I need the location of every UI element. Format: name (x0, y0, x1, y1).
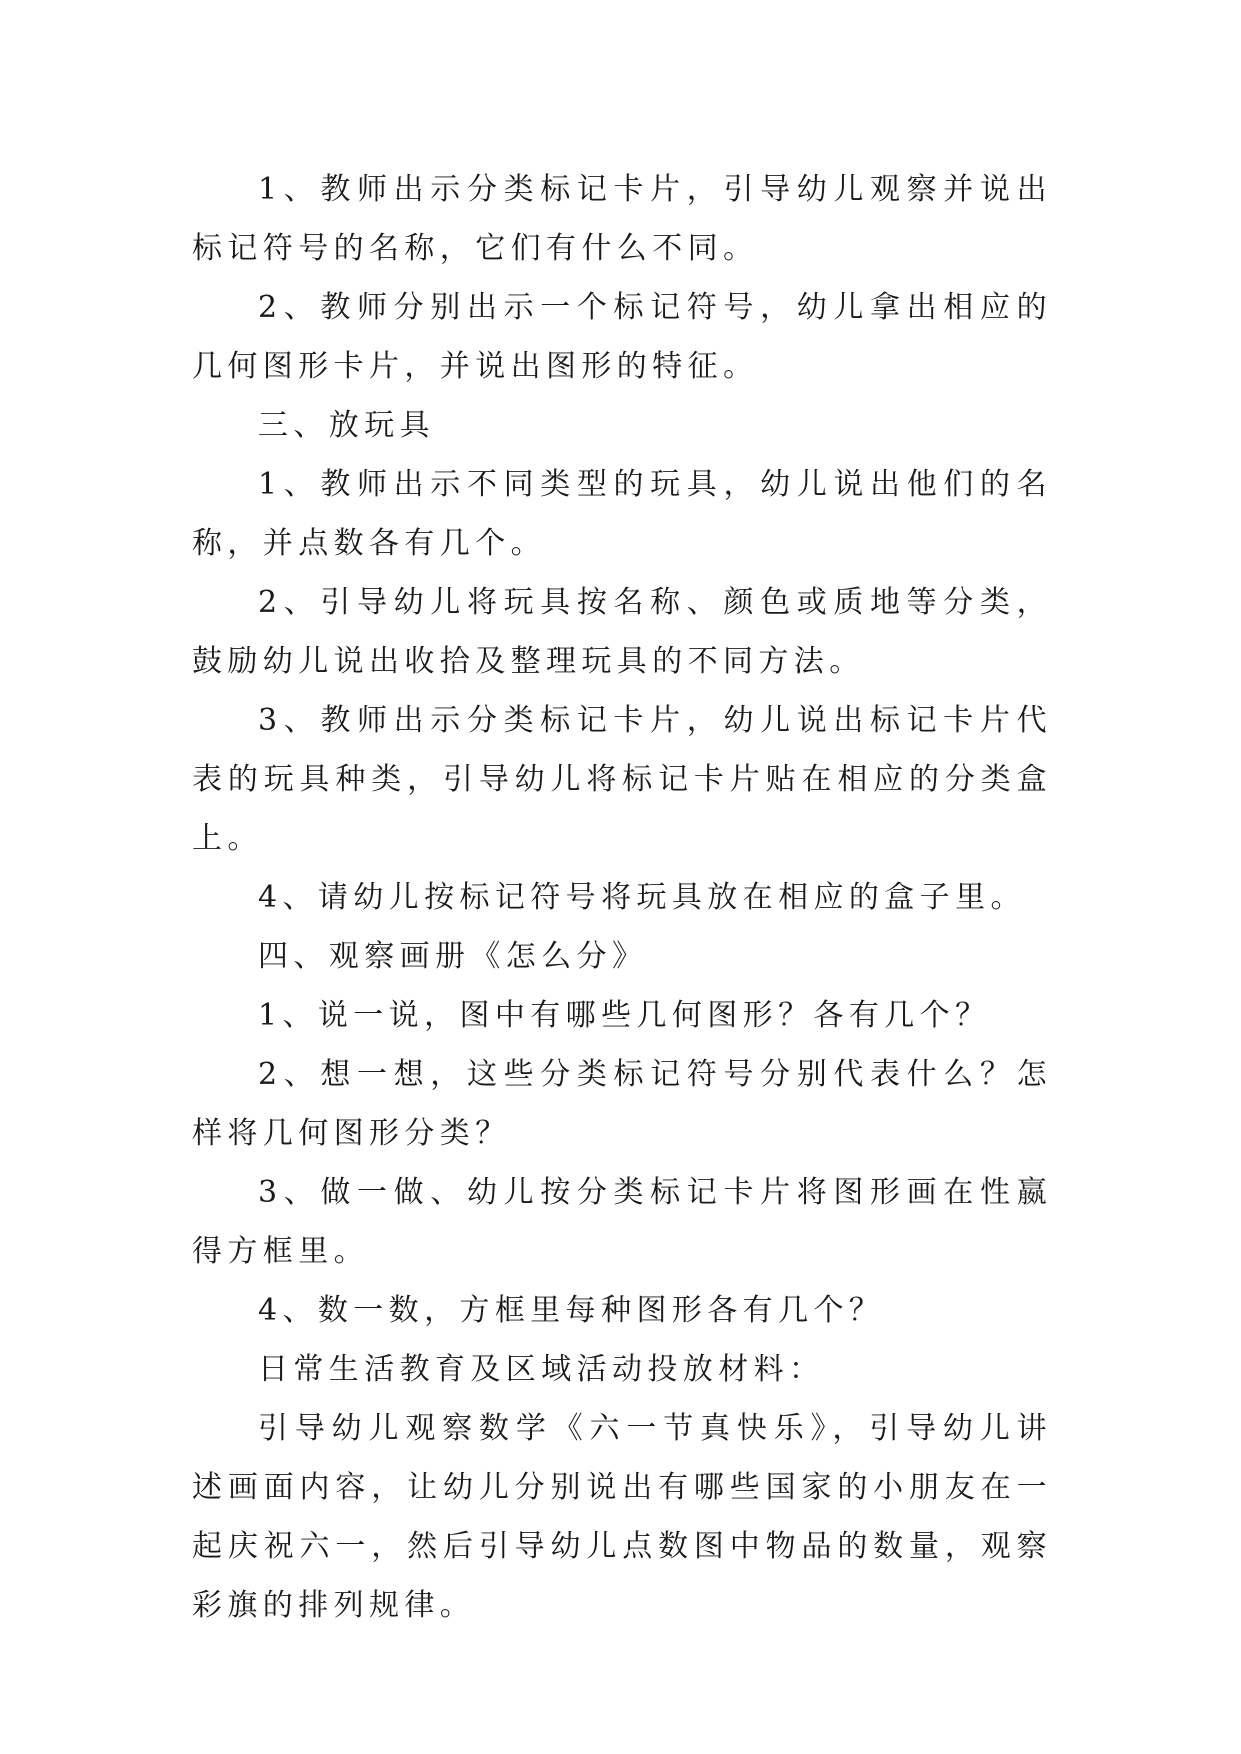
paragraph: 4、请幼儿按标记符号将玩具放在相应的盒子里。 (258, 880, 1026, 915)
paragraph: 1、说一说，图中有哪些几何图形？各有几个？ (258, 998, 991, 1033)
document-body (192, 160, 1052, 1635)
paragraph: 2、想一想，这些分类标记符号分别代表什么？怎样将几何图形分类？ (192, 1057, 1052, 1151)
paragraph: 1、教师出示分类标记卡片，引导幼儿观察并说出标记符号的名称，它们有什么不同。 (192, 172, 1052, 266)
paragraph: 3、做一做、幼儿按分类标记卡片将图形画在性嬴得方框里。 (192, 1175, 1052, 1269)
paragraph: 3、教师出示分类标记卡片，幼儿说出标记卡片代表的玩具种类，引导幼儿将标记卡片贴在相应的分类盒上。 (192, 703, 1052, 856)
paragraph: 1、教师出示不同类型的玩具，幼儿说出他们的名称，并点数各有几个。 (192, 467, 1052, 561)
paragraph: 引导幼儿观察数学《六一节真快乐》，引导幼儿讲述画面内容，让幼儿分别说出有哪些国家的小朋友在一起庆祝六一，然后引导幼儿点数图中物品的数量，观察彩旗的排列规律。 (192, 1411, 1052, 1623)
paragraph: 2、教师分别出示一个标记符号，幼儿拿出相应的几何图形卡片，并说出图形的特征。 (192, 290, 1052, 384)
section-heading: 日常生活教育及区域活动投放材料： (258, 1352, 825, 1387)
paragraph: 2、引导幼儿将玩具按名称、颜色或质地等分类，鼓励幼儿说出收拾及整理玩具的不同方法。 (192, 585, 1052, 679)
section-heading: 三、放玩具 (258, 408, 435, 443)
paragraph: 4、数一数，方框里每种图形各有几个？ (258, 1293, 885, 1328)
section-heading: 四、观察画册《怎么分》 (258, 939, 648, 974)
